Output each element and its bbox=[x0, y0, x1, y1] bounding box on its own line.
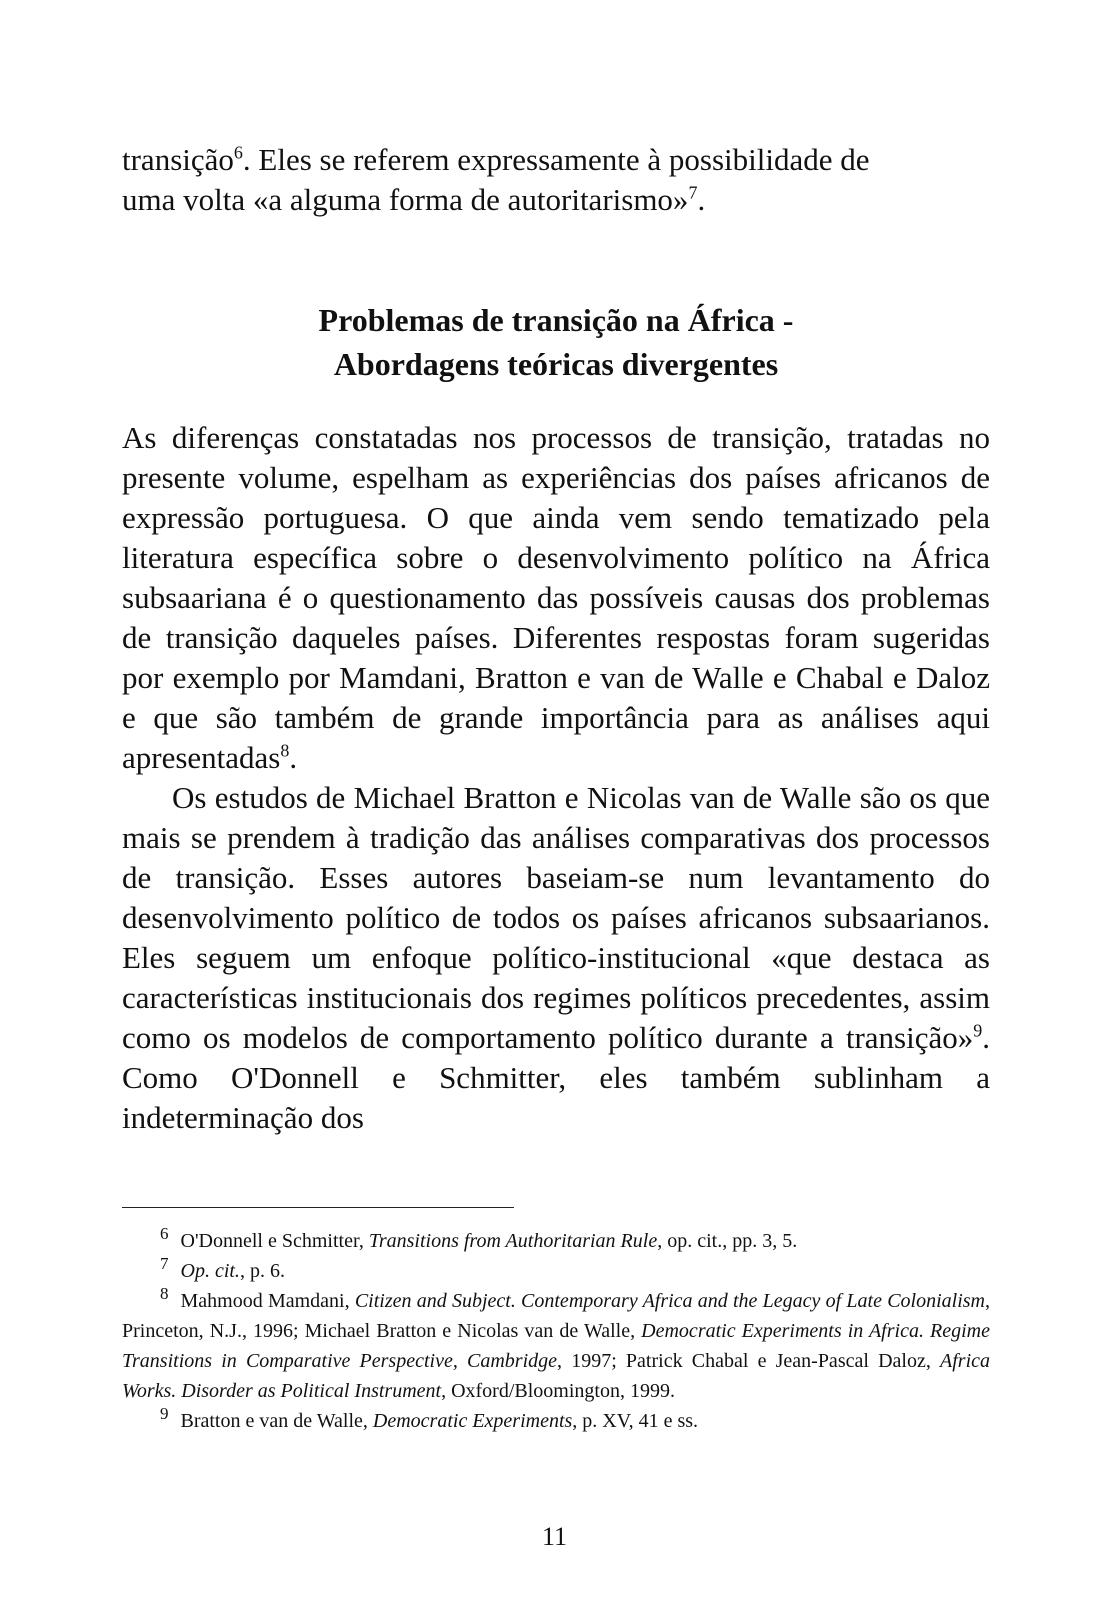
footnote-7-title: Op. cit. bbox=[180, 1260, 240, 1282]
footnote-7 bbox=[122, 1256, 990, 1286]
footnote-8-title-2: Democratic Experiments in Africa. Regime Transitions in Comparative Perspective, Cambridge bbox=[122, 1320, 990, 1372]
footnote-8 bbox=[122, 1286, 990, 1406]
heading-line-2: Abordagens teóricas divergentes bbox=[333, 346, 779, 382]
footnote-6-text: O'Donnell e Schmitter, bbox=[180, 1230, 369, 1252]
footnote-6-number: 6 bbox=[160, 1224, 169, 1244]
footnote-9-text: Bratton e van de Walle, bbox=[180, 1410, 373, 1432]
footnote-ref-8[interactable]: 8 bbox=[280, 740, 290, 761]
footnote-7-rest: , p. 6. bbox=[239, 1260, 285, 1282]
footnote-ref-9[interactable]: 9 bbox=[973, 1020, 983, 1041]
page-number: 11 bbox=[541, 1522, 568, 1551]
heading-line-1: Problemas de transição na África - bbox=[318, 302, 794, 338]
intro-line-2-text: uma volta «a alguma forma de autoritarismo» bbox=[122, 182, 689, 217]
footnote-8-text: Mahmood Mamdani, bbox=[180, 1290, 355, 1312]
main-text bbox=[122, 418, 990, 1138]
intro-line-2 bbox=[122, 180, 990, 220]
footnote-8-text-2: , Princeton, N.J., 1996; Michael Bratton e Nicolas van de Walle, bbox=[122, 1290, 991, 1342]
footnote-divider bbox=[122, 1207, 514, 1208]
footnotes bbox=[122, 1226, 990, 1436]
footnote-7-number: 7 bbox=[160, 1254, 169, 1274]
footnote-ref-6[interactable]: 6 bbox=[233, 142, 243, 163]
paragraph-2 bbox=[122, 778, 990, 1138]
footnote-ref-7[interactable]: 7 bbox=[688, 182, 698, 203]
footnote-8-title-1: Citizen and Subject. Contemporary Africa and the Legacy of Late Colonialism bbox=[354, 1290, 986, 1312]
footnote-6-title: Transitions from Authoritarian Rule bbox=[368, 1230, 658, 1252]
paragraph-2-after: . Como O'Donnell e Schmitter, eles também sublinham a indeterminação dos bbox=[122, 1020, 990, 1135]
footnote-6 bbox=[122, 1226, 990, 1256]
footnote-9-number: 9 bbox=[160, 1404, 169, 1424]
intro-line-1-after: . Eles se referem expressamente à possibilidade de bbox=[242, 142, 870, 177]
footnote-9-rest: , p. XV, 41 e ss. bbox=[572, 1410, 699, 1432]
footnote-9 bbox=[122, 1406, 990, 1436]
intro-line-2-after: . bbox=[697, 182, 706, 217]
footnote-8-number: 8 bbox=[160, 1284, 169, 1304]
paragraph-2-text: Os estudos de Michael Bratton e Nicolas van de Walle são os que mais se prendem à tradição das análises comparativas dos processos de transição. Esses autores baseiam-se num levantamento do desenvolvimento político de todos os países africanos subsaarianos. Eles seguem um enfoque político-institucional «que destaca as características institucionais dos regimes políticos precedentes, assim como os modelos de comportamento político durante a transição» bbox=[122, 780, 990, 1055]
paragraph-1-text: As diferenças constatadas nos processos de transição, tratadas no presente volume, espelham as experiências dos países africanos de expressão portuguesa. O que ainda vem sendo tematizado pela literatura específica sobre o desenvolvimento político na África subsaariana é o questionamento das possíveis causas dos problemas de transição daqueles países. Diferentes respostas foram sugeridas por exemplo por Mamdani, Bratton e van de Walle e Chabal e Daloz e que são também de grande importância para as análises aqui apresentadas bbox=[122, 420, 990, 775]
intro-line-1 bbox=[122, 140, 990, 180]
footnote-9-title: Democratic Experiments bbox=[372, 1410, 573, 1432]
intro-line-1-text: transição bbox=[122, 142, 234, 177]
footnote-8-text-4: , Oxford/Bloomington, 1999. bbox=[441, 1380, 675, 1402]
footnote-8-text-3: , 1997; Patrick Chabal e Jean-Pascal Daloz, bbox=[557, 1350, 941, 1372]
intro-text bbox=[122, 140, 990, 220]
section-heading bbox=[122, 298, 990, 386]
paragraph-1 bbox=[122, 418, 990, 778]
footnote-6-rest: , op. cit., pp. 3, 5. bbox=[657, 1230, 798, 1252]
paragraph-1-after: . bbox=[289, 740, 298, 775]
footnote-8-title-3: Africa Works. Disorder as Political Instrument bbox=[122, 1350, 991, 1402]
